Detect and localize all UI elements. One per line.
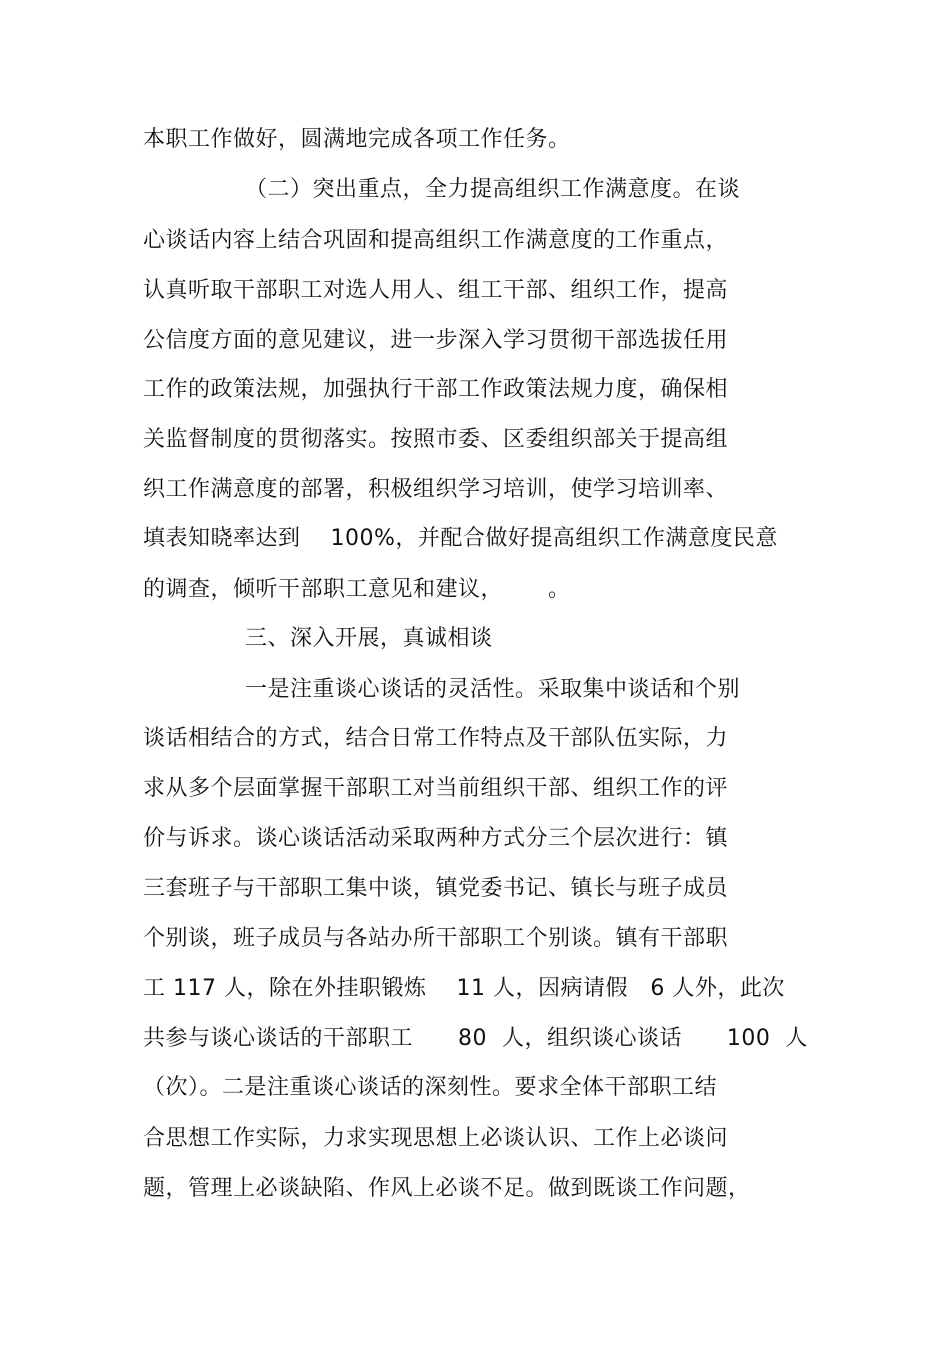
text-line: 求从多个层面掌握干部职工对当前组织干部、组织工作的评 xyxy=(143,776,729,801)
text-line: 公信度方面的意见建议，进一步深入学习贯彻干部选拔任用 xyxy=(143,328,729,353)
text-line: 的调查，倾听干部职工意见和建议， 。 xyxy=(143,577,571,602)
text-line: 个别谈，班子成员与各站办所干部职工个别谈。镇有干部职 xyxy=(143,926,729,951)
text-line: 谈话相结合的方式，结合日常工作特点及干部队伍实际，力 xyxy=(143,726,729,751)
text-line: 三套班子与干部职工集中谈，镇党委书记、镇长与班子成员 xyxy=(143,876,729,901)
text-line: 填表知晓率达到 100%，并配合做好提高组织工作满意度民意 xyxy=(143,526,778,551)
text-line: 题，管理上必谈缺陷、作风上必谈不足。做到既谈工作问题， xyxy=(143,1176,751,1201)
text-line: 一是注重谈心谈话的灵活性。采取集中谈话和个别 xyxy=(245,677,741,702)
text-line: （次）。二是注重谈心谈话的深刻性。要求全体干部职工结 xyxy=(143,1075,718,1100)
text-line: 认真听取干部职工对选人用人、组工干部、组织工作，提高 xyxy=(143,278,729,303)
text-line: 心谈话内容上结合巩固和提高组织工作满意度的工作重点， xyxy=(143,228,729,253)
text-line: （二）突出重点，全力提高组织工作满意度。在谈 xyxy=(245,177,741,202)
text-line: 价与诉求。谈心谈话活动采取两种方式分三个层次进行：镇 xyxy=(143,826,729,851)
text-line: 合思想工作实际，力求实现思想上必谈认识、工作上必谈问 xyxy=(143,1126,729,1151)
text-line: 工 117 人，除在外挂职锻炼 11 人，因病请假 6 人外，此次 xyxy=(143,976,785,1001)
text-line: 本职工作做好，圆满地完成各项工作任务。 xyxy=(143,127,571,152)
section-heading: 三、深入开展，真诚相谈 xyxy=(245,626,493,651)
text-line: 共参与谈心谈话的干部职工 80 人，组织谈心谈话 100 人 xyxy=(143,1026,808,1051)
text-line: 织工作满意度的部署，积极组织学习培训，使学习培训率、 xyxy=(143,477,729,502)
text-line: 关监督制度的贯彻落实。按照市委、区委组织部关于提高组 xyxy=(143,427,729,452)
text-line: 工作的政策法规，加强执行干部工作政策法规力度，确保相 xyxy=(143,377,729,402)
